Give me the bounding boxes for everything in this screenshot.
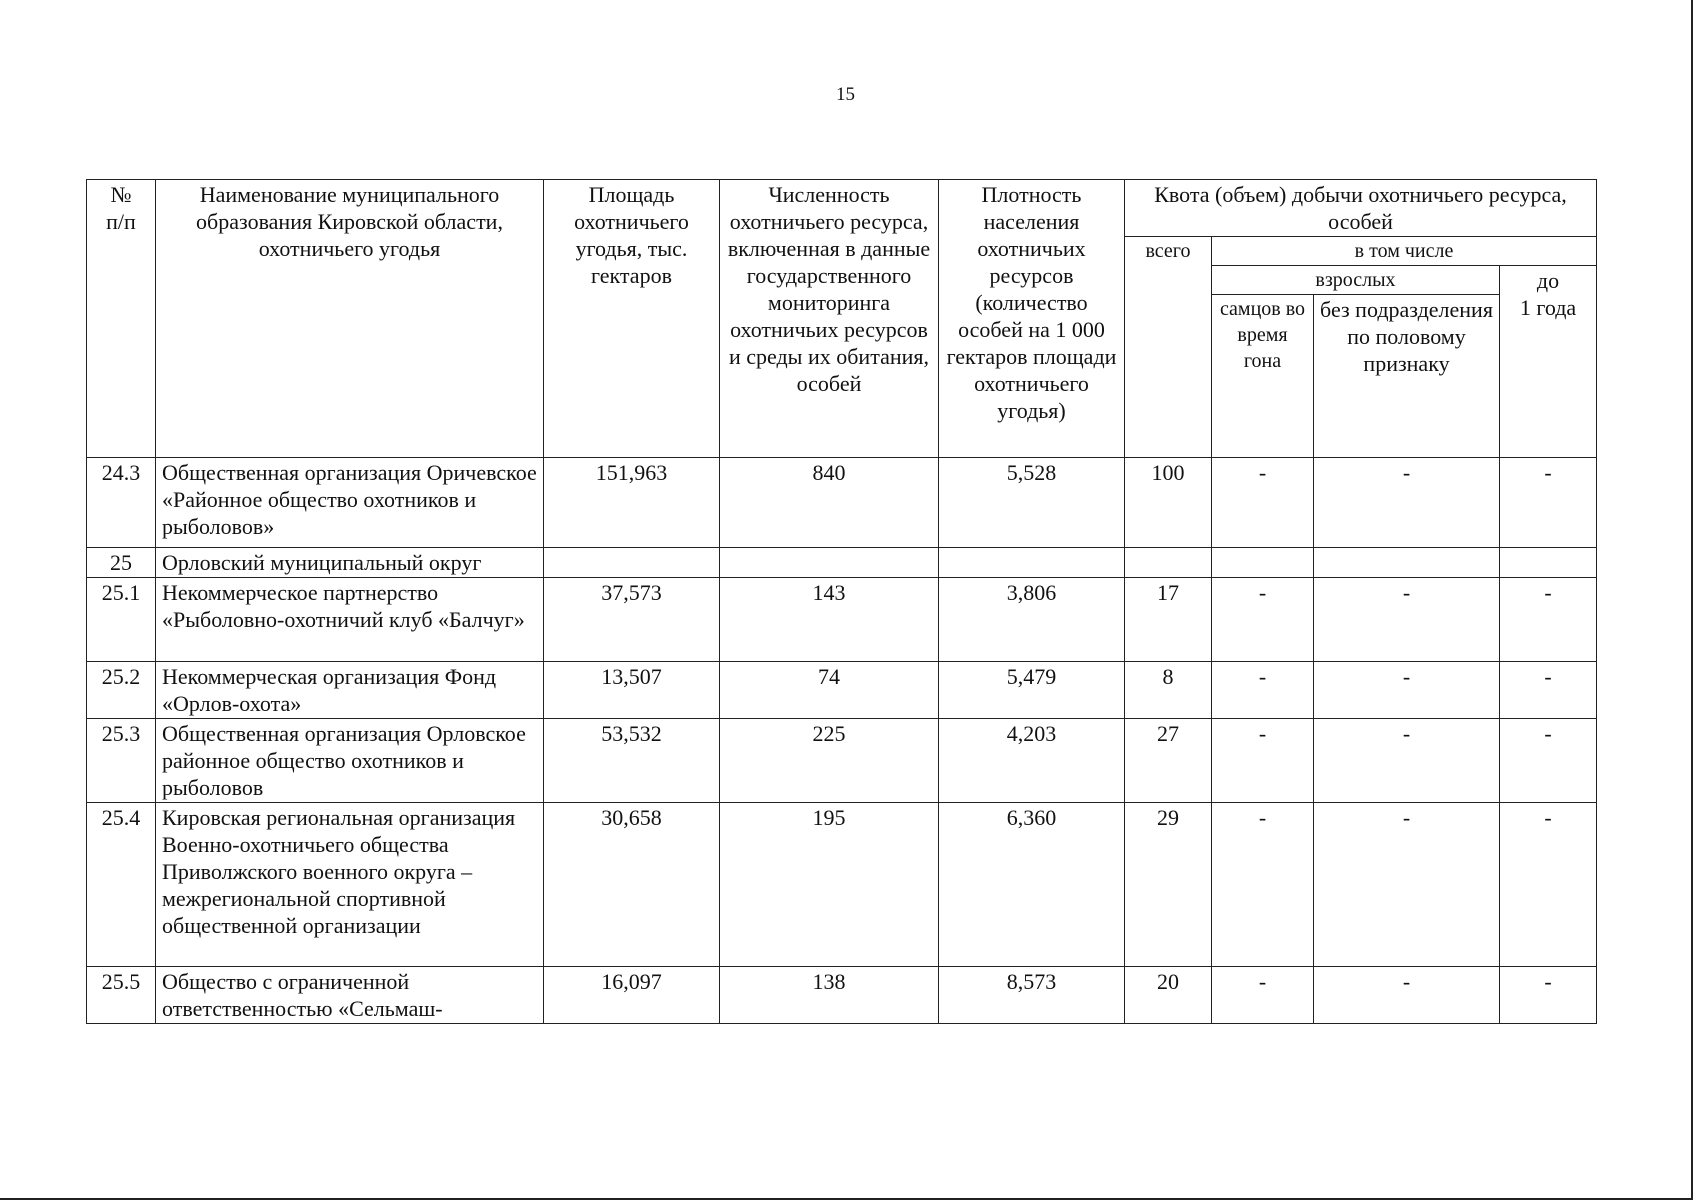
table-row bbox=[87, 967, 1597, 1024]
row-total-cell: 20 bbox=[1125, 967, 1212, 1024]
row-density-cell: 5,528 bbox=[939, 458, 1125, 548]
row-total-cell bbox=[1125, 548, 1212, 578]
header-including: в том числе bbox=[1212, 237, 1597, 266]
row-num-cell: 25 bbox=[87, 548, 156, 578]
row-under1-cell: - bbox=[1500, 967, 1597, 1024]
table-header bbox=[87, 180, 1597, 458]
table-row bbox=[87, 803, 1597, 967]
header-area: Площадь охотничьего угодья, тыс. гектаров bbox=[544, 180, 720, 458]
row-name-cell: Общество с ограниченной ответственностью «Сельмаш- bbox=[156, 967, 544, 1024]
row-density-cell: 4,203 bbox=[939, 719, 1125, 803]
header-density: Плотность населения охотничьих ресурсов (количество особей на 1 000 гектаров площади охотничьего угодья) bbox=[939, 180, 1125, 458]
quota-table bbox=[86, 179, 1597, 1024]
row-total-cell: 8 bbox=[1125, 662, 1212, 719]
header-no-sex: без подразделения по половому признаку bbox=[1314, 295, 1500, 458]
row-num-cell: 25.5 bbox=[87, 967, 156, 1024]
row-count-cell: 840 bbox=[720, 458, 939, 548]
row-total-cell: 27 bbox=[1125, 719, 1212, 803]
row-density-cell: 3,806 bbox=[939, 578, 1125, 662]
row-count-cell: 138 bbox=[720, 967, 939, 1024]
row-area-cell: 13,507 bbox=[544, 662, 720, 719]
header-adults: взрослых bbox=[1212, 266, 1500, 295]
row-males-cell: - bbox=[1212, 458, 1314, 548]
row-under1-cell: - bbox=[1500, 803, 1597, 967]
page-number: 15 bbox=[836, 84, 855, 105]
row-nosex-cell: - bbox=[1314, 662, 1500, 719]
row-num-cell: 25.2 bbox=[87, 662, 156, 719]
row-nosex-cell: - bbox=[1314, 803, 1500, 967]
row-name-cell: Кировская региональная организация Военно-охотничьего общества Приволжского военного округа – межрегиональной спортивной общественной организации bbox=[156, 803, 544, 967]
row-males-cell: - bbox=[1212, 967, 1314, 1024]
row-area-cell: 53,532 bbox=[544, 719, 720, 803]
row-num-cell: 24.3 bbox=[87, 458, 156, 548]
row-nosex-cell: - bbox=[1314, 578, 1500, 662]
row-count-cell: 225 bbox=[720, 719, 939, 803]
row-name-cell: Общественная организация Оричевское «Районное общество охотников и рыболовов» bbox=[156, 458, 544, 548]
row-total-cell: 29 bbox=[1125, 803, 1212, 967]
row-density-cell: 5,479 bbox=[939, 662, 1125, 719]
row-area-cell bbox=[544, 548, 720, 578]
row-name-cell: Некоммерческая организация Фонд «Орлов-охота» bbox=[156, 662, 544, 719]
row-num-cell: 25.4 bbox=[87, 803, 156, 967]
row-name-cell: Общественная организация Орловское районное общество охотников и рыболовов bbox=[156, 719, 544, 803]
header-name: Наименование муниципального образования Кировской области, охотничьего угодья bbox=[156, 180, 544, 458]
row-density-cell: 8,573 bbox=[939, 967, 1125, 1024]
row-area-cell: 151,963 bbox=[544, 458, 720, 548]
row-total-cell: 100 bbox=[1125, 458, 1212, 548]
row-males-cell: - bbox=[1212, 578, 1314, 662]
row-num-cell: 25.3 bbox=[87, 719, 156, 803]
row-under1-cell: - bbox=[1500, 458, 1597, 548]
row-area-cell: 16,097 bbox=[544, 967, 720, 1024]
row-density-cell bbox=[939, 548, 1125, 578]
row-males-cell: - bbox=[1212, 803, 1314, 967]
header-count: Численность охотничьего ресурса, включенная в данные государственного мониторинга охотничьих ресурсов и среды их обитания, особей bbox=[720, 180, 939, 458]
row-under1-cell: - bbox=[1500, 662, 1597, 719]
row-males-cell: - bbox=[1212, 662, 1314, 719]
table-row bbox=[87, 719, 1597, 803]
table-row bbox=[87, 662, 1597, 719]
header-quota: Квота (объем) добычи охотничьего ресурса, особей bbox=[1125, 180, 1597, 237]
row-num-cell: 25.1 bbox=[87, 578, 156, 662]
table-row bbox=[87, 548, 1597, 578]
row-nosex-cell: - bbox=[1314, 719, 1500, 803]
header-total: всего bbox=[1125, 237, 1212, 458]
header-under1: до 1 года bbox=[1500, 266, 1597, 458]
row-under1-cell: - bbox=[1500, 719, 1597, 803]
row-under1-cell bbox=[1500, 548, 1597, 578]
row-name-cell: Орловский муниципальный округ bbox=[156, 548, 544, 578]
row-total-cell: 17 bbox=[1125, 578, 1212, 662]
row-nosex-cell: - bbox=[1314, 967, 1500, 1024]
row-area-cell: 30,658 bbox=[544, 803, 720, 967]
row-males-cell bbox=[1212, 548, 1314, 578]
row-count-cell: 143 bbox=[720, 578, 939, 662]
row-count-cell bbox=[720, 548, 939, 578]
row-count-cell: 195 bbox=[720, 803, 939, 967]
row-nosex-cell bbox=[1314, 548, 1500, 578]
table-row bbox=[87, 578, 1597, 662]
row-count-cell: 74 bbox=[720, 662, 939, 719]
row-name-cell: Некоммерческое партнерство «Рыболовно-охотничий клуб «Балчуг» bbox=[156, 578, 544, 662]
header-num: № п/п bbox=[87, 180, 156, 458]
row-area-cell: 37,573 bbox=[544, 578, 720, 662]
row-nosex-cell: - bbox=[1314, 458, 1500, 548]
row-under1-cell: - bbox=[1500, 578, 1597, 662]
row-males-cell: - bbox=[1212, 719, 1314, 803]
table-row bbox=[87, 458, 1597, 548]
row-density-cell: 6,360 bbox=[939, 803, 1125, 967]
table-body bbox=[87, 458, 1597, 1024]
header-males-rut: самцов во время гона bbox=[1212, 295, 1314, 458]
